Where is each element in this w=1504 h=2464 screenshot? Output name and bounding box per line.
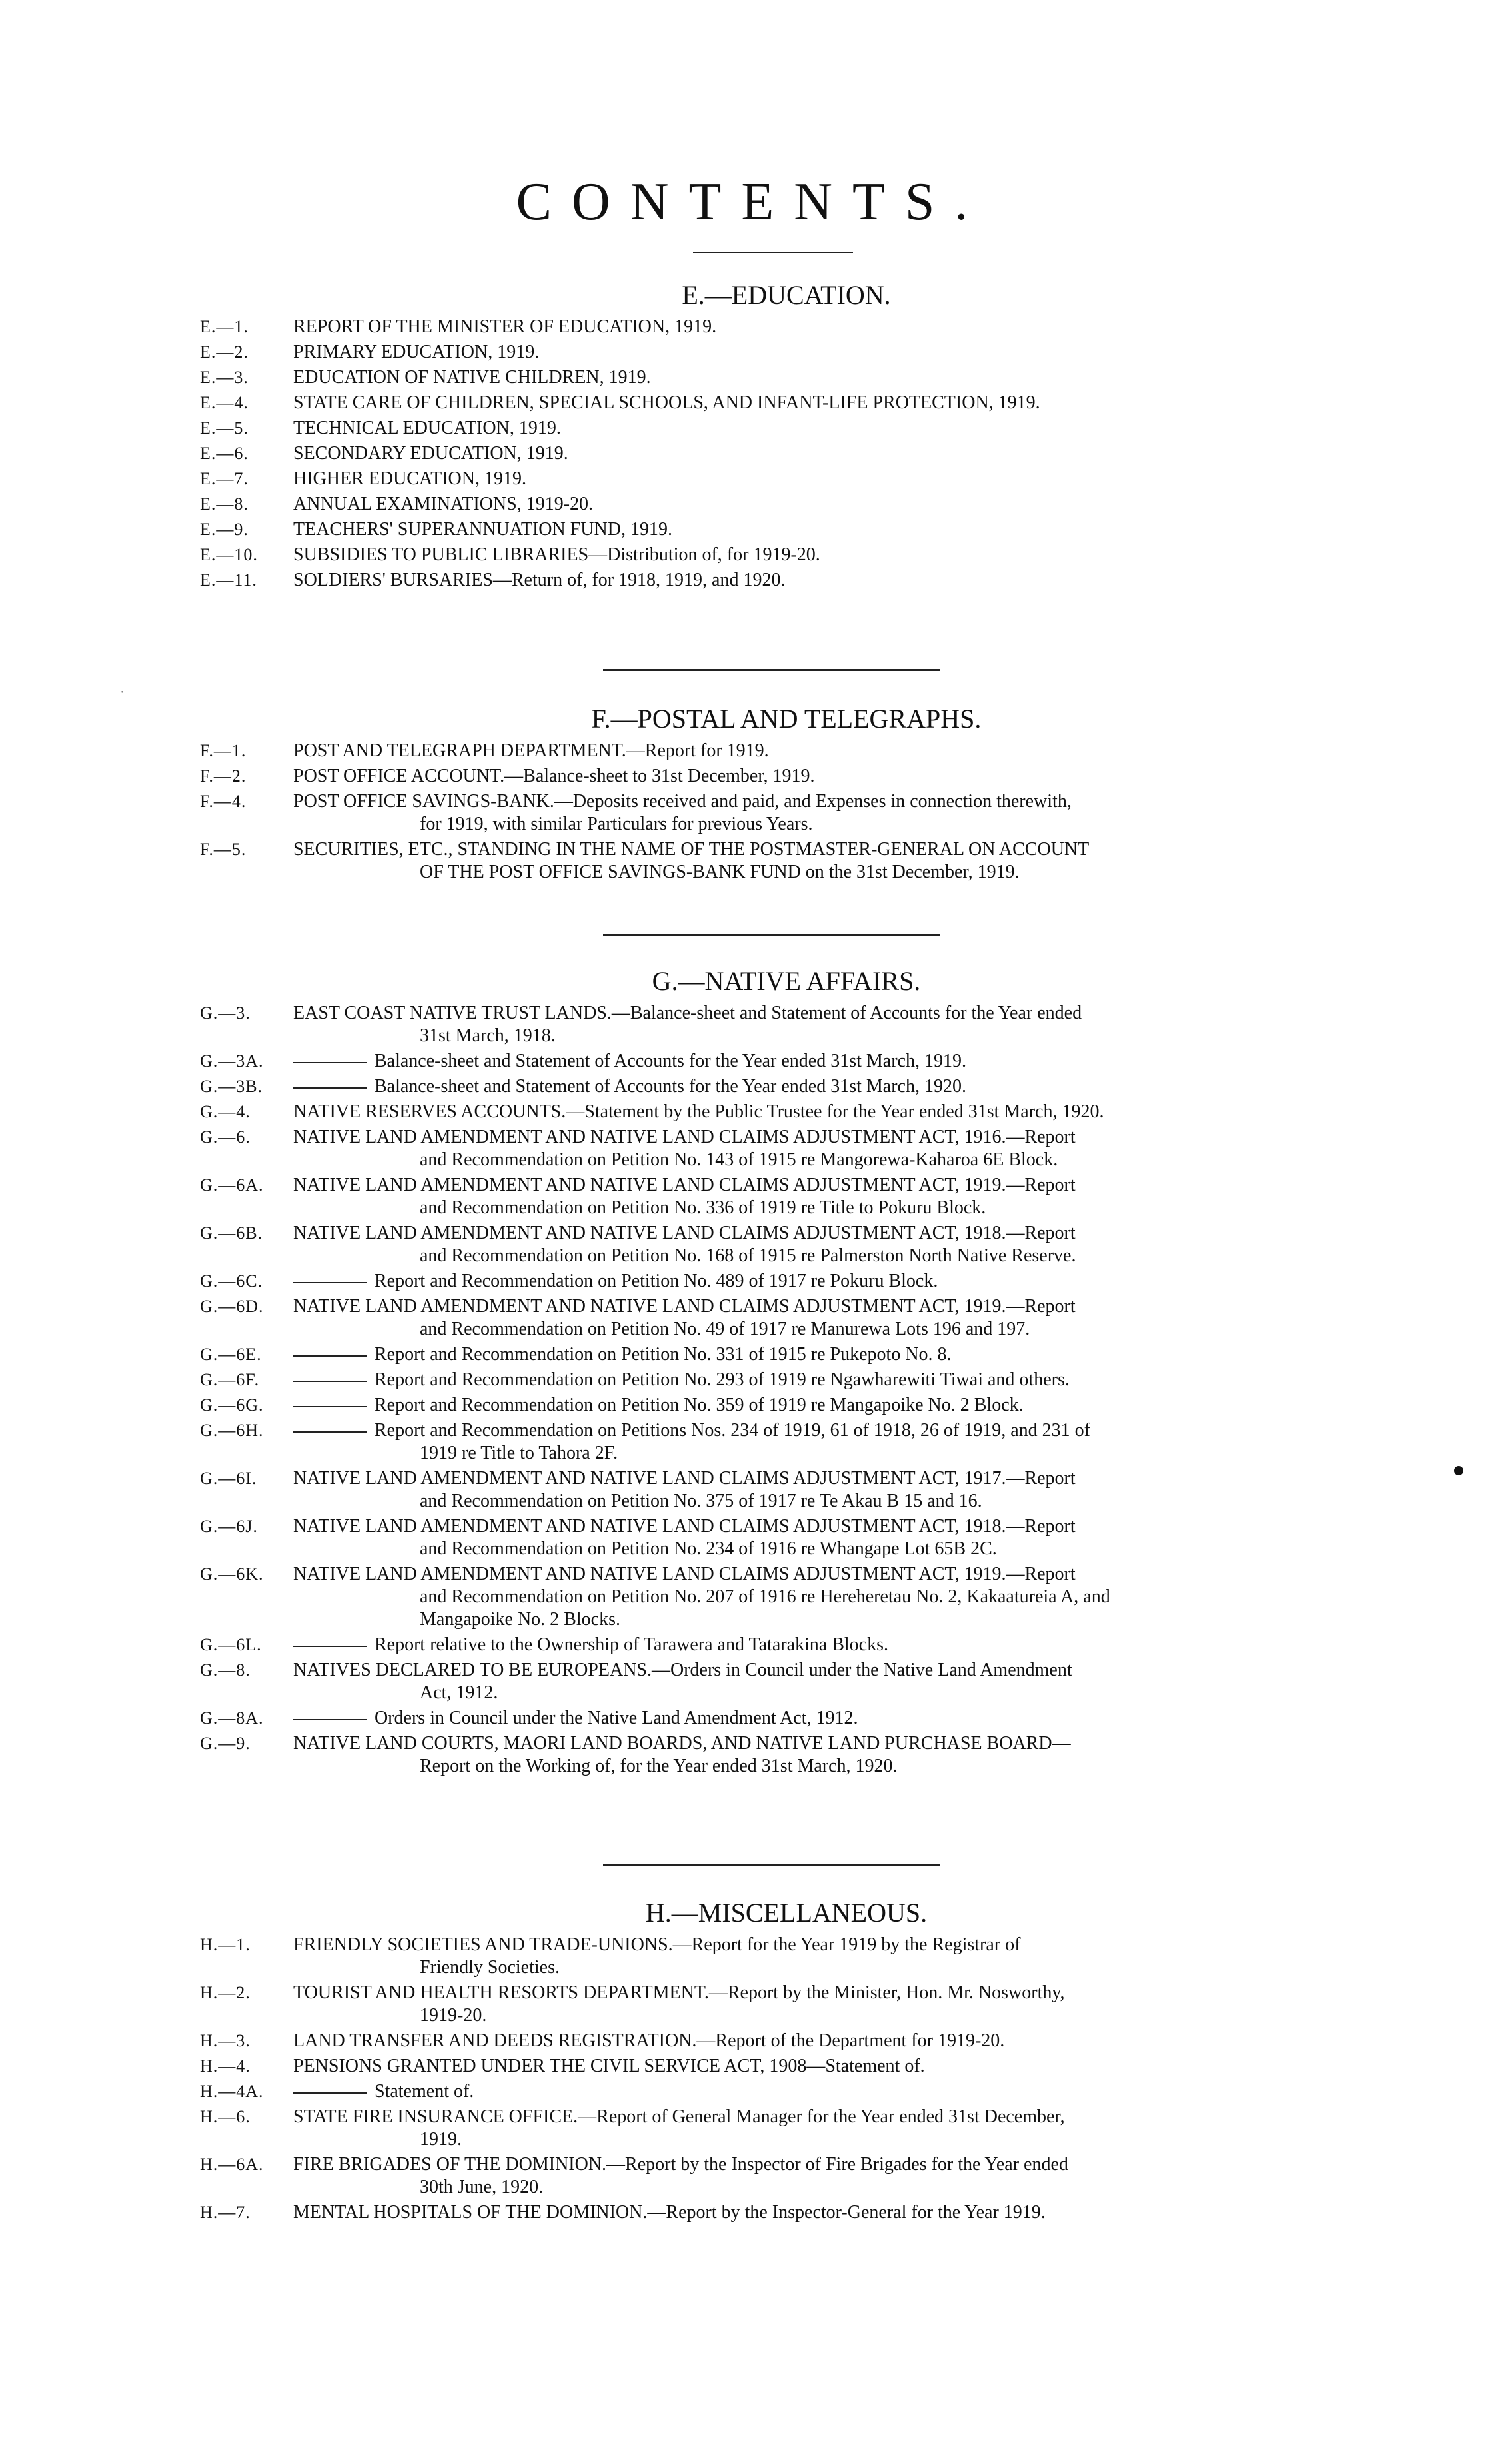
contents-entry	[200, 341, 1373, 364]
entry-text	[293, 1732, 1373, 1778]
entry-code: E.—7.	[200, 469, 249, 488]
entry-code: G.—6J.	[200, 1517, 258, 1536]
contents-entry	[200, 1982, 1373, 2027]
entry-text	[293, 569, 1373, 592]
contents-entry	[200, 2030, 1373, 2052]
section-heading: E.—EDUCATION.	[682, 280, 891, 310]
contents-entry	[200, 392, 1373, 414]
entry-text	[293, 2201, 1373, 2224]
ditto-dash	[293, 2092, 367, 2094]
ditto-dash	[293, 1406, 367, 1407]
entry-continuation: 1919.	[420, 2129, 462, 2150]
entry-title: TOURIST AND HEALTH RESORTS DEPARTMENT.—Report by the Minister, Hon. Mr. Nosworthy,	[293, 1982, 1065, 2003]
contents-entry	[200, 2080, 1373, 2103]
ditto-dash	[293, 1062, 367, 1063]
entry-code: G.—6E.	[200, 1345, 262, 1364]
entry-text	[293, 1515, 1373, 1560]
entry-code: E.—6.	[200, 444, 249, 463]
entry-code: G.—6G.	[200, 1395, 264, 1415]
contents-entry	[200, 1270, 1373, 1293]
ditto-dash	[293, 1719, 367, 1720]
entry-text	[293, 765, 1373, 788]
contents-entry	[200, 493, 1373, 516]
contents-entry	[200, 765, 1373, 788]
entry-text	[293, 2080, 1373, 2103]
entry-title: EAST COAST NATIVE TRUST LANDS.—Balance-sheet and Statement of Accounts for the Year ended	[293, 1003, 1082, 1023]
entry-title: Report relative to the Ownership of Tarawera and Tatarakina Blocks.	[375, 1634, 888, 1655]
contents-entry	[200, 442, 1373, 465]
entry-title: HIGHER EDUCATION, 1919.	[293, 468, 526, 489]
entry-code: G.—3A.	[200, 1051, 264, 1071]
ditto-dash	[293, 1087, 367, 1089]
section-education	[200, 280, 1373, 594]
entry-code: F.—2.	[200, 766, 247, 786]
entry-code: H.—6.	[200, 2107, 251, 2126]
entry-code: E.—2.	[200, 342, 249, 362]
entry-text	[293, 1270, 1373, 1293]
contents-entry	[200, 1659, 1373, 1704]
contents-entry	[200, 1419, 1373, 1465]
entry-code: G.—6A.	[200, 1175, 264, 1195]
entry-text	[293, 1222, 1373, 1267]
entry-code: G.—6C.	[200, 1271, 263, 1291]
entry-title: Balance-sheet and Statement of Accounts for the Year ended 31st March, 1920.	[375, 1076, 966, 1097]
section-rule	[603, 1864, 940, 1866]
entry-title: Report and Recommendation on Petition No. 331 of 1915 re Pukepoto No. 8.	[375, 1344, 952, 1365]
entry-title: EDUCATION OF NATIVE CHILDREN, 1919.	[293, 367, 651, 388]
contents-entry	[200, 1075, 1373, 1098]
entry-continuation: and Recommendation on Petition No. 49 of 1917 re Manurewa Lots 196 and 197.	[420, 1319, 1030, 1339]
entry-code: G.—4.	[200, 1102, 251, 1121]
entry-title: NATIVE LAND AMENDMENT AND NATIVE LAND CLAIMS ADJUSTMENT ACT, 1919.—Report	[293, 1564, 1076, 1584]
entry-code: H.—4A.	[200, 2082, 264, 2101]
contents-entry	[200, 1467, 1373, 1513]
entry-code: H.—4.	[200, 2056, 251, 2076]
entry-code: G.—9.	[200, 1734, 251, 1753]
entry-text	[293, 1659, 1373, 1704]
page-title: CONTENTS.	[516, 173, 988, 231]
contents-entry	[200, 790, 1373, 836]
entry-continuation: and Recommendation on Petition No. 207 of 1916 re Hereheretau No. 2, Kakaatureia A, and	[420, 1586, 1110, 1607]
contents-entry	[200, 740, 1373, 762]
entry-code: G.—6K.	[200, 1564, 264, 1584]
entry-title: NATIVE LAND AMENDMENT AND NATIVE LAND CLAIMS ADJUSTMENT ACT, 1916.—Report	[293, 1127, 1076, 1147]
entry-text	[293, 392, 1373, 414]
contents-entry	[200, 417, 1373, 440]
entry-title: Statement of.	[375, 2081, 474, 2102]
entry-continuation: Friendly Societies.	[420, 1957, 560, 1978]
entry-title: TECHNICAL EDUCATION, 1919.	[293, 418, 561, 438]
contents-entry	[200, 1515, 1373, 1560]
entry-title: NATIVE LAND AMENDMENT AND NATIVE LAND CLAIMS ADJUSTMENT ACT, 1918.—Report	[293, 1223, 1076, 1243]
entry-code: F.—5.	[200, 840, 247, 859]
contents-entry	[200, 1295, 1373, 1341]
contents-entry	[200, 1934, 1373, 1979]
entry-continuation: and Recommendation on Petition No. 336 of 1919 re Title to Pokuru Block.	[420, 1197, 986, 1218]
entry-continuation: 30th June, 1920.	[420, 2177, 544, 2197]
entry-title: Report and Recommendation on Petitions Nos. 234 of 1919, 61 of 1918, 26 of 1919, and 231 of	[375, 1420, 1090, 1441]
contents-entry	[200, 1707, 1373, 1730]
section-rule	[603, 669, 940, 671]
entry-title: MENTAL HOSPITALS OF THE DOMINION.—Report by the Inspector-General for the Year 1919.	[293, 2202, 1046, 2223]
entry-text	[293, 341, 1373, 364]
section-misc	[200, 1898, 1373, 2227]
entry-continuation: and Recommendation on Petition No. 168 of 1915 re Palmerston North Native Reserve.	[420, 1245, 1076, 1266]
entry-text	[293, 790, 1373, 836]
entry-code: G.—3B.	[200, 1077, 263, 1096]
entry-text	[293, 1563, 1373, 1631]
entry-text	[293, 1369, 1373, 1391]
entry-code: F.—4.	[200, 792, 247, 811]
entry-code: E.—8.	[200, 494, 249, 514]
entry-continuation: 31st March, 1918.	[420, 1025, 556, 1046]
entry-title: NATIVE RESERVES ACCOUNTS.—Statement by the Public Trustee for the Year ended 31st March, 1920.	[293, 1101, 1104, 1122]
entry-text	[293, 1707, 1373, 1730]
ditto-dash	[293, 1355, 367, 1357]
entry-title: Balance-sheet and Statement of Accounts for the Year ended 31st March, 1919.	[375, 1051, 966, 1071]
entry-text	[293, 1050, 1373, 1073]
entry-text	[293, 1002, 1373, 1047]
entry-code: G.—8.	[200, 1660, 251, 1680]
entry-text	[293, 1101, 1373, 1123]
entry-code: E.—10.	[200, 545, 258, 564]
entry-title: NATIVE LAND AMENDMENT AND NATIVE LAND CLAIMS ADJUSTMENT ACT, 1919.—Report	[293, 1175, 1076, 1195]
contents-entry	[200, 569, 1373, 592]
entry-title: NATIVE LAND AMENDMENT AND NATIVE LAND CLAIMS ADJUSTMENT ACT, 1918.—Report	[293, 1516, 1076, 1537]
ditto-dash	[293, 1381, 367, 1382]
entry-text	[293, 1934, 1373, 1979]
entry-title: NATIVE LAND AMENDMENT AND NATIVE LAND CLAIMS ADJUSTMENT ACT, 1919.—Report	[293, 1296, 1076, 1317]
ditto-dash	[293, 1282, 367, 1283]
contents-entry	[200, 2201, 1373, 2224]
entry-code: G.—6D.	[200, 1297, 264, 1316]
contents-entry	[200, 1126, 1373, 1171]
entry-continuation: 1919 re Title to Tahora 2F.	[420, 1443, 618, 1463]
entry-continuation: and Recommendation on Petition No. 143 of 1915 re Mangorewa-Kaharoa 6E Block.	[420, 1149, 1058, 1170]
entry-title: STATE FIRE INSURANCE OFFICE.—Report of General Manager for the Year ended 31st December,	[293, 2106, 1065, 2127]
entry-continuation: and Recommendation on Petition No. 375 of 1917 re Te Akau B 15 and 16.	[420, 1491, 982, 1511]
entry-title: POST AND TELEGRAPH DEPARTMENT.—Report for 1919.	[293, 740, 769, 761]
entry-text	[293, 1295, 1373, 1341]
entry-code: G.—6H.	[200, 1421, 264, 1440]
entry-title: NATIVES DECLARED TO BE EUROPEANS.—Orders in Council under the Native Land Amendment	[293, 1660, 1072, 1680]
ditto-dash	[293, 1646, 367, 1647]
entry-code: G.—3.	[200, 1003, 251, 1023]
contents-entry	[200, 1174, 1373, 1219]
entry-code: G.—6.	[200, 1127, 251, 1147]
entry-title: Orders in Council under the Native Land Amendment Act, 1912.	[375, 1708, 858, 1728]
entry-text	[293, 1343, 1373, 1366]
entry-title: PENSIONS GRANTED UNDER THE CIVIL SERVICE ACT, 1908—Statement of.	[293, 2056, 925, 2076]
entry-continuation: 1919-20.	[420, 2005, 487, 2026]
entry-code: G.—6I.	[200, 1469, 257, 1488]
contents-entry	[200, 1394, 1373, 1417]
entry-code: E.—9.	[200, 520, 249, 539]
margin-bullet	[1454, 1466, 1463, 1475]
entry-title: NATIVE LAND COURTS, MAORI LAND BOARDS, AND NATIVE LAND PURCHASE BOARD—	[293, 1733, 1071, 1754]
contents-entry	[200, 1050, 1373, 1073]
entry-title: SECONDARY EDUCATION, 1919.	[293, 443, 568, 464]
entry-title: LAND TRANSFER AND DEEDS REGISTRATION.—Report of the Department for 1919-20.	[293, 2030, 1005, 2051]
section-native	[200, 966, 1373, 1780]
entry-code: H.—1.	[200, 1935, 251, 1954]
contents-entry	[200, 366, 1373, 389]
contents-entry	[200, 544, 1373, 566]
entry-text	[293, 2154, 1373, 2199]
contents-entry	[200, 1222, 1373, 1267]
entry-text	[293, 468, 1373, 490]
entry-text	[293, 1982, 1373, 2027]
entry-code: E.—1.	[200, 317, 249, 336]
entry-title: Report and Recommendation on Petition No. 293 of 1919 re Ngawharewiti Tiwai and others.	[375, 1369, 1070, 1390]
section-heading: H.—MISCELLANEOUS.	[645, 1898, 928, 1928]
entry-title: REPORT OF THE MINISTER OF EDUCATION, 1919.	[293, 316, 717, 337]
entry-text	[293, 316, 1373, 338]
entry-text	[293, 518, 1373, 541]
section-postal	[200, 704, 1373, 886]
entry-code: F.—1.	[200, 741, 247, 760]
entry-code: G.—6L.	[200, 1635, 262, 1654]
contents-entry	[200, 838, 1373, 884]
entry-code: H.—3.	[200, 2031, 251, 2050]
entry-title: Report and Recommendation on Petition No. 359 of 1919 re Mangapoike No. 2 Block.	[375, 1395, 1024, 1415]
entry-text	[293, 1174, 1373, 1219]
contents-entry	[200, 1634, 1373, 1656]
entry-title: NATIVE LAND AMENDMENT AND NATIVE LAND CLAIMS ADJUSTMENT ACT, 1917.—Report	[293, 1468, 1076, 1489]
contents-entry	[200, 1369, 1373, 1391]
contents-entry	[200, 518, 1373, 541]
margin-mark: ·	[120, 685, 125, 700]
entry-title: PRIMARY EDUCATION, 1919.	[293, 342, 540, 362]
entry-title: SOLDIERS' BURSARIES—Return of, for 1918, 1919, and 1920.	[293, 570, 786, 590]
entry-text	[293, 740, 1373, 762]
section-rule	[603, 934, 940, 936]
entry-title: POST OFFICE ACCOUNT.—Balance-sheet to 31st December, 1919.	[293, 766, 815, 786]
entry-title: FIRE BRIGADES OF THE DOMINION.—Report by the Inspector of Fire Brigades for the Year ended	[293, 2154, 1068, 2175]
entry-title: FRIENDLY SOCIETIES AND TRADE-UNIONS.—Report for the Year 1919 by the Registrar of	[293, 1934, 1021, 1955]
entry-title: ANNUAL EXAMINATIONS, 1919-20.	[293, 494, 594, 514]
entry-text	[293, 1394, 1373, 1417]
ditto-dash	[293, 1431, 367, 1433]
entry-text	[293, 838, 1373, 884]
entry-continuation: for 1919, with similar Particulars for previous Years.	[420, 814, 813, 834]
entry-text	[293, 2055, 1373, 2078]
entry-continuation: and Recommendation on Petition No. 234 of 1916 re Whangape Lot 65B 2C.	[420, 1539, 997, 1559]
entry-title: TEACHERS' SUPERANNUATION FUND, 1919.	[293, 519, 672, 540]
entry-code: E.—3.	[200, 368, 249, 387]
entry-code: H.—6A.	[200, 2155, 264, 2174]
entry-text	[293, 1634, 1373, 1656]
contents-entry	[200, 316, 1373, 338]
entry-text	[293, 1467, 1373, 1513]
entry-title: STATE CARE OF CHILDREN, SPECIAL SCHOOLS, AND INFANT-LIFE PROTECTION, 1919.	[293, 392, 1040, 413]
entry-continuation: Act, 1912.	[420, 1682, 498, 1703]
entry-text	[293, 1075, 1373, 1098]
contents-entry	[200, 1732, 1373, 1778]
entry-code: G.—6F.	[200, 1370, 260, 1389]
entry-code: E.—4.	[200, 393, 249, 412]
entry-text	[293, 2030, 1373, 2052]
section-heading: F.—POSTAL AND TELEGRAPHS.	[591, 704, 982, 734]
entry-title: SECURITIES, ETC., STANDING IN THE NAME OF THE POSTMASTER-GENERAL ON ACCOUNT	[293, 839, 1090, 860]
contents-entry	[200, 1563, 1373, 1631]
entry-continuation: OF THE POST OFFICE SAVINGS-BANK FUND on the 31st December, 1919.	[420, 862, 1020, 882]
entry-text	[293, 417, 1373, 440]
entry-text	[293, 366, 1373, 389]
section-heading: G.—NATIVE AFFAIRS.	[652, 966, 921, 996]
entry-text	[293, 442, 1373, 465]
entry-continuation: Mangapoike No. 2 Blocks.	[420, 1609, 620, 1630]
entry-text	[293, 493, 1373, 516]
entry-text	[293, 2106, 1373, 2151]
entry-title: POST OFFICE SAVINGS-BANK.—Deposits received and paid, and Expenses in connection therewith,	[293, 791, 1072, 812]
contents-entry	[200, 2106, 1373, 2151]
entry-code: G.—8A.	[200, 1708, 264, 1728]
entry-code: E.—5.	[200, 418, 249, 438]
contents-entry	[200, 1343, 1373, 1366]
entry-title: Report and Recommendation on Petition No. 489 of 1917 re Pokuru Block.	[375, 1271, 938, 1291]
entry-code: E.—11.	[200, 570, 257, 590]
entry-text	[293, 1126, 1373, 1171]
contents-entry	[200, 2055, 1373, 2078]
contents-entry	[200, 2154, 1373, 2199]
entry-text	[293, 1419, 1373, 1465]
entry-continuation: Report on the Working of, for the Year ended 31st March, 1920.	[420, 1756, 898, 1776]
entry-title: SUBSIDIES TO PUBLIC LIBRARIES—Distribution of, for 1919-20.	[293, 544, 820, 565]
title-rule	[693, 252, 853, 253]
contents-entry	[200, 468, 1373, 490]
contents-entry	[200, 1101, 1373, 1123]
contents-entry	[200, 1002, 1373, 1047]
entry-code: H.—2.	[200, 1983, 251, 2002]
entry-text	[293, 544, 1373, 566]
entry-code: G.—6B.	[200, 1223, 263, 1243]
entry-code: H.—7.	[200, 2203, 251, 2222]
